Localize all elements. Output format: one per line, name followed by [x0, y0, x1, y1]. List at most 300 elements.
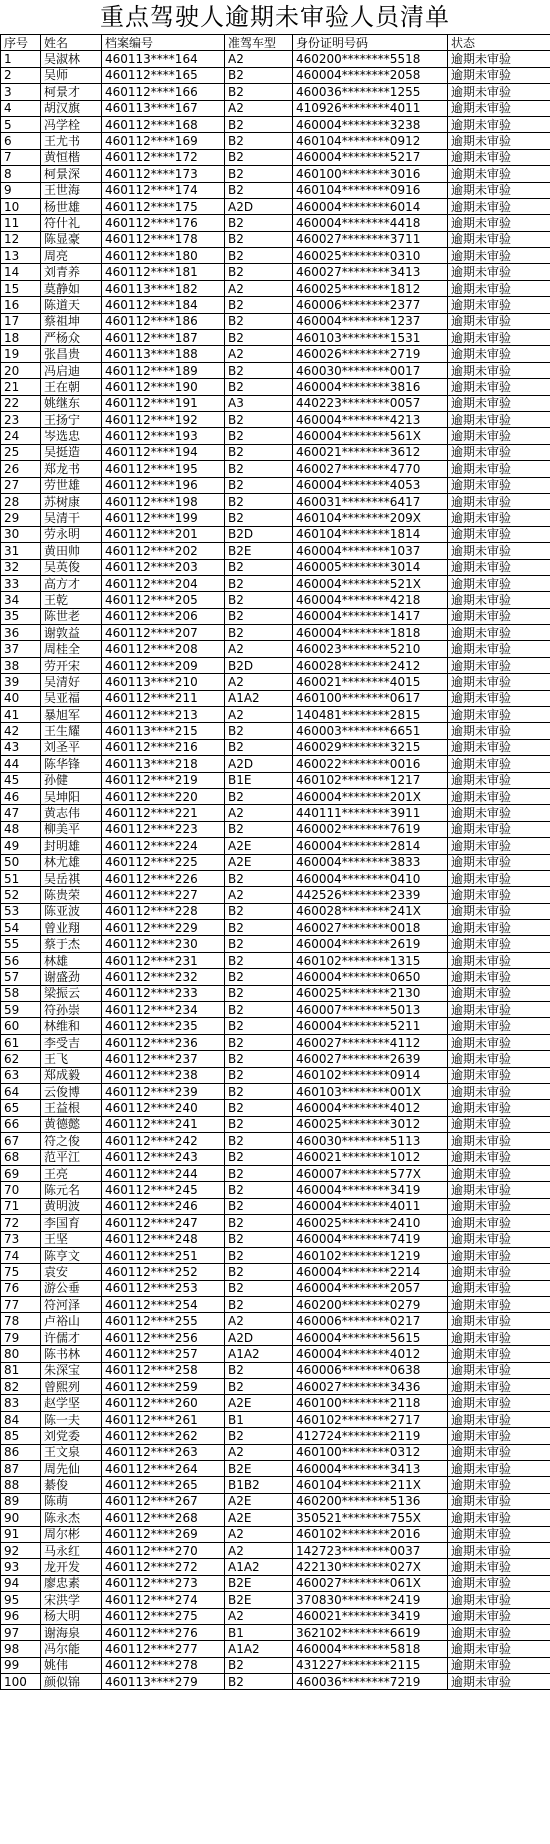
cell-license-class: B2E — [225, 1460, 293, 1476]
cell-name: 蔡祖坤 — [41, 313, 102, 329]
table-row — [1, 1477, 550, 1493]
cell-license-class: A3 — [225, 395, 293, 411]
table-row — [1, 707, 550, 723]
table-row — [1, 461, 550, 477]
cell-id-number: 460004********3419 — [293, 1182, 448, 1198]
cell-status: 逾期未审验 — [448, 887, 550, 903]
cell-status: 逾期未审验 — [448, 1116, 550, 1132]
cell-name: 王在朝 — [41, 379, 102, 395]
cell-name: 吴挺造 — [41, 444, 102, 460]
cell-id-number: 350521********755X — [293, 1510, 448, 1526]
cell-file-number: 460112****205 — [102, 592, 225, 608]
cell-license-class: B2 — [225, 952, 293, 968]
table-row — [1, 346, 550, 362]
cell-status: 逾期未审验 — [448, 1559, 550, 1575]
cell-id-number: 460021********3612 — [293, 444, 448, 460]
table-row — [1, 1329, 550, 1345]
cell-status: 逾期未审验 — [448, 526, 550, 542]
cell-file-number: 460113****164 — [102, 51, 225, 67]
cell-file-number: 460112****202 — [102, 543, 225, 559]
cell-status: 逾期未审验 — [448, 1477, 550, 1493]
cell-id-number: 460004********5217 — [293, 149, 448, 165]
cell-name: 陈亚波 — [41, 903, 102, 919]
cell-file-number: 460112****225 — [102, 854, 225, 870]
cell-file-number: 460112****233 — [102, 985, 225, 1001]
cell-id-number: 142723********0037 — [293, 1542, 448, 1558]
header-status: 状态 — [448, 35, 550, 51]
cell-status: 逾期未审验 — [448, 1542, 550, 1558]
cell-file-number: 460112****173 — [102, 166, 225, 182]
cell-file-number: 460112****267 — [102, 1493, 225, 1509]
cell-id-number: 460006********2377 — [293, 297, 448, 313]
table-row — [1, 1313, 550, 1329]
cell-id-number: 460100********3016 — [293, 166, 448, 182]
cell-index: 46 — [1, 788, 41, 804]
cell-file-number: 460112****235 — [102, 1018, 225, 1034]
cell-name: 黄田帅 — [41, 543, 102, 559]
cell-id-number: 460021********4015 — [293, 674, 448, 690]
table-row — [1, 444, 550, 460]
cell-license-class: B2E — [225, 543, 293, 559]
cell-index: 84 — [1, 1411, 41, 1427]
cell-status: 逾期未审验 — [448, 1674, 550, 1690]
cell-status: 逾期未审验 — [448, 198, 550, 214]
cell-id-number: 460031********6417 — [293, 493, 448, 509]
cell-license-class: B2 — [225, 821, 293, 837]
cell-status: 逾期未审验 — [448, 1592, 550, 1608]
cell-license-class: A2 — [225, 1313, 293, 1329]
cell-name: 王扬宁 — [41, 411, 102, 427]
table-row — [1, 1215, 550, 1231]
table-row — [1, 166, 550, 182]
cell-name: 黄恒楷 — [41, 149, 102, 165]
cell-file-number: 460113****182 — [102, 280, 225, 296]
cell-id-number: 410926********4011 — [293, 100, 448, 116]
cell-file-number: 460112****260 — [102, 1395, 225, 1411]
cell-status: 逾期未审验 — [448, 1657, 550, 1673]
cell-index: 44 — [1, 756, 41, 772]
cell-id-number: 460004********0650 — [293, 969, 448, 985]
table-row — [1, 280, 550, 296]
cell-license-class: A2 — [225, 1542, 293, 1558]
cell-name: 谢敦益 — [41, 625, 102, 641]
cell-status: 逾期未审验 — [448, 1624, 550, 1640]
table-row — [1, 231, 550, 247]
cell-file-number: 460112****253 — [102, 1280, 225, 1296]
cell-file-number: 460112****209 — [102, 657, 225, 673]
cell-id-number: 460004********0410 — [293, 870, 448, 886]
cell-id-number: 460200********0279 — [293, 1297, 448, 1313]
table-row — [1, 84, 550, 100]
cell-file-number: 460112****269 — [102, 1526, 225, 1542]
cell-index: 9 — [1, 182, 41, 198]
cell-status: 逾期未审验 — [448, 1313, 550, 1329]
cell-license-class: B2 — [225, 477, 293, 493]
cell-file-number: 460112****220 — [102, 788, 225, 804]
cell-index: 53 — [1, 903, 41, 919]
cell-id-number: 460102********1315 — [293, 952, 448, 968]
cell-license-class: A1A2 — [225, 1559, 293, 1575]
cell-name: 吴师 — [41, 67, 102, 83]
table-row — [1, 1116, 550, 1132]
cell-file-number: 460112****211 — [102, 690, 225, 706]
cell-name: 符之俊 — [41, 1133, 102, 1149]
cell-status: 逾期未审验 — [448, 1329, 550, 1345]
cell-index: 59 — [1, 1002, 41, 1018]
cell-index: 99 — [1, 1657, 41, 1673]
cell-id-number: 460200********5518 — [293, 51, 448, 67]
table-row — [1, 510, 550, 526]
cell-id-number: 362102********6619 — [293, 1624, 448, 1640]
table-row — [1, 215, 550, 231]
cell-id-number: 460027********0018 — [293, 920, 448, 936]
header-id-number: 身份证明号码 — [293, 35, 448, 51]
cell-id-number: 460028********241X — [293, 903, 448, 919]
cell-id-number: 460004********4012 — [293, 1346, 448, 1362]
cell-index: 19 — [1, 346, 41, 362]
cell-index: 58 — [1, 985, 41, 1001]
table-row — [1, 1657, 550, 1673]
cell-index: 90 — [1, 1510, 41, 1526]
cell-id-number: 460104********1814 — [293, 526, 448, 542]
cell-id-number: 460103********1531 — [293, 330, 448, 346]
cell-id-number: 460104********0912 — [293, 133, 448, 149]
cell-id-number: 460021********3419 — [293, 1608, 448, 1624]
cell-file-number: 460112****270 — [102, 1542, 225, 1558]
cell-name: 宋洪学 — [41, 1592, 102, 1608]
cell-id-number: 460023********5210 — [293, 641, 448, 657]
table-row — [1, 1608, 550, 1624]
cell-license-class: B1B2 — [225, 1477, 293, 1493]
table-row — [1, 756, 550, 772]
cell-status: 逾期未审验 — [448, 1428, 550, 1444]
cell-index: 71 — [1, 1198, 41, 1214]
cell-status: 逾期未审验 — [448, 1034, 550, 1050]
cell-file-number: 460112****238 — [102, 1067, 225, 1083]
cell-file-number: 460112****265 — [102, 1477, 225, 1493]
cell-file-number: 460112****184 — [102, 297, 225, 313]
cell-index: 42 — [1, 723, 41, 739]
cell-name: 冯启迪 — [41, 362, 102, 378]
cell-index: 7 — [1, 149, 41, 165]
cell-license-class: B2 — [225, 231, 293, 247]
cell-name: 莫静如 — [41, 280, 102, 296]
cell-index: 47 — [1, 805, 41, 821]
table-row — [1, 952, 550, 968]
table-row — [1, 1526, 550, 1542]
cell-index: 4 — [1, 100, 41, 116]
cell-license-class: A2D — [225, 756, 293, 772]
cell-id-number: 460004********2814 — [293, 838, 448, 854]
cell-status: 逾期未审验 — [448, 1608, 550, 1624]
cell-license-class: B2D — [225, 657, 293, 673]
cell-license-class: A2 — [225, 674, 293, 690]
cell-name: 孙健 — [41, 772, 102, 788]
table-row — [1, 395, 550, 411]
cell-status: 逾期未审验 — [448, 936, 550, 952]
cell-id-number: 460104********211X — [293, 1477, 448, 1493]
cell-id-number: 460003********6651 — [293, 723, 448, 739]
cell-id-number: 460004********3816 — [293, 379, 448, 395]
cell-license-class: B2 — [225, 215, 293, 231]
cell-name: 周先仙 — [41, 1460, 102, 1476]
cell-id-number: 460027********061X — [293, 1575, 448, 1591]
cell-status: 逾期未审验 — [448, 1067, 550, 1083]
cell-status: 逾期未审验 — [448, 280, 550, 296]
cell-index: 50 — [1, 854, 41, 870]
cell-status: 逾期未审验 — [448, 1362, 550, 1378]
cell-index: 80 — [1, 1346, 41, 1362]
cell-id-number: 460027********2639 — [293, 1051, 448, 1067]
cell-status: 逾期未审验 — [448, 264, 550, 280]
cell-license-class: B2 — [225, 1034, 293, 1050]
cell-name: 黄志伟 — [41, 805, 102, 821]
cell-file-number: 460112****198 — [102, 493, 225, 509]
cell-file-number: 460112****234 — [102, 1002, 225, 1018]
cell-status: 逾期未审验 — [448, 248, 550, 264]
cell-id-number: 460200********5136 — [293, 1493, 448, 1509]
cell-license-class: B1E — [225, 772, 293, 788]
cell-status: 逾期未审验 — [448, 674, 550, 690]
cell-status: 逾期未审验 — [448, 1002, 550, 1018]
cell-name: 王亮 — [41, 1165, 102, 1181]
cell-file-number: 460112****272 — [102, 1559, 225, 1575]
table-row — [1, 1575, 550, 1591]
cell-index: 51 — [1, 870, 41, 886]
cell-file-number: 460112****236 — [102, 1034, 225, 1050]
cell-license-class: B2E — [225, 1592, 293, 1608]
cell-name: 林雄 — [41, 952, 102, 968]
cell-status: 逾期未审验 — [448, 1346, 550, 1362]
cell-status: 逾期未审验 — [448, 1280, 550, 1296]
table-row — [1, 657, 550, 673]
cell-id-number: 460102********2016 — [293, 1526, 448, 1542]
table-row — [1, 1624, 550, 1640]
cell-name: 王坚 — [41, 1231, 102, 1247]
cell-file-number: 460112****244 — [102, 1165, 225, 1181]
cell-id-number: 440111********3911 — [293, 805, 448, 821]
cell-file-number: 460112****278 — [102, 1657, 225, 1673]
table-row — [1, 1034, 550, 1050]
cell-license-class: B2 — [225, 1379, 293, 1395]
cell-index: 22 — [1, 395, 41, 411]
cell-name: 劳永明 — [41, 526, 102, 542]
cell-file-number: 460112****226 — [102, 870, 225, 886]
cell-status: 逾期未审验 — [448, 1444, 550, 1460]
cell-status: 逾期未审验 — [448, 84, 550, 100]
cell-id-number: 460004********3413 — [293, 1460, 448, 1476]
table-row — [1, 920, 550, 936]
cell-license-class: B2 — [225, 969, 293, 985]
cell-index: 79 — [1, 1329, 41, 1345]
table-row — [1, 51, 550, 67]
cell-name: 岑选忠 — [41, 428, 102, 444]
cell-license-class: B2 — [225, 182, 293, 198]
cell-id-number: 431227********2115 — [293, 1657, 448, 1673]
cell-license-class: A2E — [225, 1395, 293, 1411]
cell-file-number: 460112****277 — [102, 1641, 225, 1657]
cell-file-number: 460112****256 — [102, 1329, 225, 1345]
cell-name: 林维和 — [41, 1018, 102, 1034]
table-row — [1, 936, 550, 952]
cell-file-number: 460112****259 — [102, 1379, 225, 1395]
cell-license-class: B1 — [225, 1624, 293, 1640]
cell-index: 97 — [1, 1624, 41, 1640]
cell-file-number: 460113****210 — [102, 674, 225, 690]
cell-status: 逾期未审验 — [448, 575, 550, 591]
cell-status: 逾期未审验 — [448, 1051, 550, 1067]
cell-file-number: 460112****237 — [102, 1051, 225, 1067]
cell-license-class: B2 — [225, 330, 293, 346]
cell-index: 12 — [1, 231, 41, 247]
cell-license-class: B2 — [225, 936, 293, 952]
header-license-class: 准驾车型 — [225, 35, 293, 51]
cell-index: 85 — [1, 1428, 41, 1444]
cell-name: 蔡于杰 — [41, 936, 102, 952]
cell-file-number: 460112****275 — [102, 1608, 225, 1624]
cell-license-class: B2 — [225, 510, 293, 526]
cell-name: 苏树康 — [41, 493, 102, 509]
cell-license-class: B2 — [225, 575, 293, 591]
cell-index: 96 — [1, 1608, 41, 1624]
cell-license-class: A2 — [225, 280, 293, 296]
cell-status: 逾期未审验 — [448, 1198, 550, 1214]
cell-status: 逾期未审验 — [448, 1182, 550, 1198]
header-row — [1, 35, 550, 51]
cell-license-class: A1A2 — [225, 1346, 293, 1362]
cell-index: 43 — [1, 739, 41, 755]
cell-id-number: 460036********1255 — [293, 84, 448, 100]
cell-id-number: 460102********1217 — [293, 772, 448, 788]
cell-status: 逾期未审验 — [448, 756, 550, 772]
cell-id-number: 460102********0914 — [293, 1067, 448, 1083]
cell-file-number: 460112****227 — [102, 887, 225, 903]
cell-index: 15 — [1, 280, 41, 296]
cell-license-class: B2E — [225, 1575, 293, 1591]
cell-license-class: B2 — [225, 723, 293, 739]
cell-index: 77 — [1, 1297, 41, 1313]
cell-index: 34 — [1, 592, 41, 608]
cell-license-class: B2 — [225, 313, 293, 329]
cell-id-number: 460004********2214 — [293, 1264, 448, 1280]
cell-status: 逾期未审验 — [448, 1133, 550, 1149]
cell-status: 逾期未审验 — [448, 805, 550, 821]
cell-index: 14 — [1, 264, 41, 280]
cell-index: 76 — [1, 1280, 41, 1296]
cell-status: 逾期未审验 — [448, 1493, 550, 1509]
cell-status: 逾期未审验 — [448, 1510, 550, 1526]
cell-license-class: A2 — [225, 1526, 293, 1542]
cell-id-number: 460100********0312 — [293, 1444, 448, 1460]
cell-name: 黄德懿 — [41, 1116, 102, 1132]
cell-name: 袁安 — [41, 1264, 102, 1280]
cell-file-number: 460112****264 — [102, 1460, 225, 1476]
cell-index: 91 — [1, 1526, 41, 1542]
table-row — [1, 559, 550, 575]
cell-file-number: 460112****194 — [102, 444, 225, 460]
cell-file-number: 460112****193 — [102, 428, 225, 444]
cell-id-number: 460004********4213 — [293, 411, 448, 427]
table-row — [1, 1051, 550, 1067]
table-row — [1, 1067, 550, 1083]
table-row — [1, 330, 550, 346]
cell-id-number: 460028********2412 — [293, 657, 448, 673]
cell-status: 逾期未审验 — [448, 641, 550, 657]
cell-index: 75 — [1, 1264, 41, 1280]
cell-status: 逾期未审验 — [448, 1641, 550, 1657]
cell-status: 逾期未审验 — [448, 1100, 550, 1116]
cell-file-number: 460112****168 — [102, 116, 225, 132]
table-row — [1, 887, 550, 903]
page-title: 重点驾驶人逾期未审验人员清单 — [100, 3, 450, 31]
cell-id-number: 460026********2719 — [293, 346, 448, 362]
cell-file-number: 460112****239 — [102, 1084, 225, 1100]
cell-file-number: 460112****241 — [102, 1116, 225, 1132]
cell-index: 52 — [1, 887, 41, 903]
cell-file-number: 460112****242 — [102, 1133, 225, 1149]
cell-index: 37 — [1, 641, 41, 657]
table-row — [1, 1002, 550, 1018]
cell-name: 王世海 — [41, 182, 102, 198]
cell-name: 柯景才 — [41, 84, 102, 100]
cell-license-class: B2 — [225, 1264, 293, 1280]
cell-index: 78 — [1, 1313, 41, 1329]
cell-id-number: 460027********3413 — [293, 264, 448, 280]
cell-index: 88 — [1, 1477, 41, 1493]
cell-license-class: B2 — [225, 133, 293, 149]
cell-license-class: B2 — [225, 1198, 293, 1214]
cell-name: 赵学坚 — [41, 1395, 102, 1411]
cell-license-class: B2 — [225, 903, 293, 919]
cell-file-number: 460112****247 — [102, 1215, 225, 1231]
cell-index: 66 — [1, 1116, 41, 1132]
cell-name: 陈华锋 — [41, 756, 102, 772]
cell-name: 吴英俊 — [41, 559, 102, 575]
cell-index: 25 — [1, 444, 41, 460]
cell-index: 72 — [1, 1215, 41, 1231]
cell-index: 100 — [1, 1674, 41, 1690]
cell-name: 郑龙书 — [41, 461, 102, 477]
table-row — [1, 1247, 550, 1263]
cell-id-number: 460004********4053 — [293, 477, 448, 493]
cell-file-number: 460112****192 — [102, 411, 225, 427]
cell-index: 38 — [1, 657, 41, 673]
cell-name: 符什礼 — [41, 215, 102, 231]
cell-status: 逾期未审验 — [448, 411, 550, 427]
cell-status: 逾期未审验 — [448, 1264, 550, 1280]
cell-name: 王乾 — [41, 592, 102, 608]
cell-name: 曾业翔 — [41, 920, 102, 936]
cell-index: 5 — [1, 116, 41, 132]
cell-status: 逾期未审验 — [448, 657, 550, 673]
cell-file-number: 460112****263 — [102, 1444, 225, 1460]
cell-file-number: 460112****251 — [102, 1247, 225, 1263]
cell-index: 94 — [1, 1575, 41, 1591]
cell-license-class: A2 — [225, 887, 293, 903]
cell-name: 梁振云 — [41, 985, 102, 1001]
table-row — [1, 493, 550, 509]
table-row — [1, 379, 550, 395]
header-file-number: 档案编号 — [102, 35, 225, 51]
cell-index: 21 — [1, 379, 41, 395]
table-row — [1, 543, 550, 559]
cell-id-number: 460004********3833 — [293, 854, 448, 870]
cell-license-class: A2 — [225, 805, 293, 821]
cell-index: 57 — [1, 969, 41, 985]
table-row — [1, 477, 550, 493]
cell-index: 81 — [1, 1362, 41, 1378]
cell-name: 陈显豪 — [41, 231, 102, 247]
